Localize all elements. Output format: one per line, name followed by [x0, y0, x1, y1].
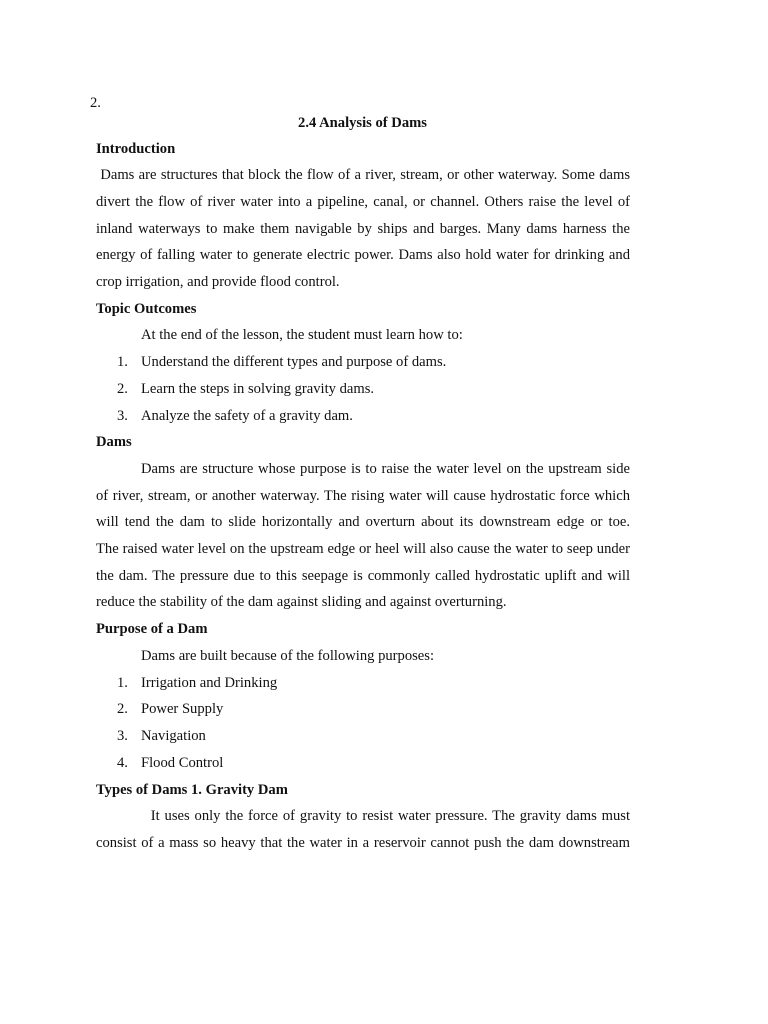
list-item: Learn the steps in solving gravity dams.: [141, 381, 375, 397]
dams-line: of river, stream, or another waterway. The rising water will cause hydrostatic force which: [96, 488, 630, 504]
types-line: consist of a mass so heavy that the water in a reservoir cannot push the dam downstream: [96, 835, 630, 851]
types-line: It uses only the force of gravity to resist water pressure. The gravity dams must: [141, 808, 630, 824]
dams-line: Dams are structure whose purpose is to raise the water level on the upstream side: [141, 461, 630, 477]
topic-outcomes-intro: At the end of the lesson, the student must learn how to:: [141, 327, 463, 343]
list-item-number: 4.: [117, 755, 128, 771]
purpose-heading: Purpose of a Dam: [96, 621, 208, 637]
introduction-line: energy of falling water to generate electric power. Dams also hold water for drinking and: [96, 247, 630, 263]
list-item-number: 2.: [117, 381, 128, 397]
introduction-line: Dams are structures that block the flow of a river, stream, or other waterway. Some dams: [96, 167, 630, 183]
types-heading: Types of Dams 1. Gravity Dam: [96, 782, 288, 798]
list-item: Flood Control: [141, 755, 224, 771]
list-item: Understand the different types and purpose of dams.: [141, 354, 447, 370]
list-item: Analyze the safety of a gravity dam.: [141, 408, 353, 424]
list-item: Power Supply: [141, 701, 224, 717]
purpose-intro: Dams are built because of the following purposes:: [141, 648, 435, 664]
dams-line: The raised water level on the upstream edge or heel will also cause the water to seep under: [96, 541, 630, 557]
introduction-line: divert the flow of river water into a pipeline, canal, or channel. Others raise the level of: [96, 194, 630, 210]
page-number: 2.: [90, 95, 101, 111]
document-title: 2.4 Analysis of Dams: [298, 115, 427, 131]
dams-line: the dam. The pressure due to this seepage is commonly called hydrostatic uplift and will: [96, 568, 630, 584]
list-item-number: 1.: [117, 675, 128, 691]
list-item-number: 1.: [117, 354, 128, 370]
introduction-line: crop irrigation, and provide flood control.: [96, 274, 340, 290]
list-item-number: 3.: [117, 408, 128, 424]
dams-line: will tend the dam to slide horizontally and overturn about its downstream edge or toe.: [96, 514, 630, 530]
list-item: Irrigation and Drinking: [141, 675, 278, 691]
list-item: Navigation: [141, 728, 206, 744]
dams-heading: Dams: [96, 434, 132, 450]
dams-line: reduce the stability of the dam against sliding and against overturning.: [96, 594, 507, 610]
introduction-line: inland waterways to make them navigable by ships and barges. Many dams harness the: [96, 221, 630, 237]
introduction-heading: Introduction: [96, 141, 176, 157]
list-item-number: 2.: [117, 701, 128, 717]
topic-outcomes-heading: Topic Outcomes: [96, 301, 197, 317]
list-item-number: 3.: [117, 728, 128, 744]
